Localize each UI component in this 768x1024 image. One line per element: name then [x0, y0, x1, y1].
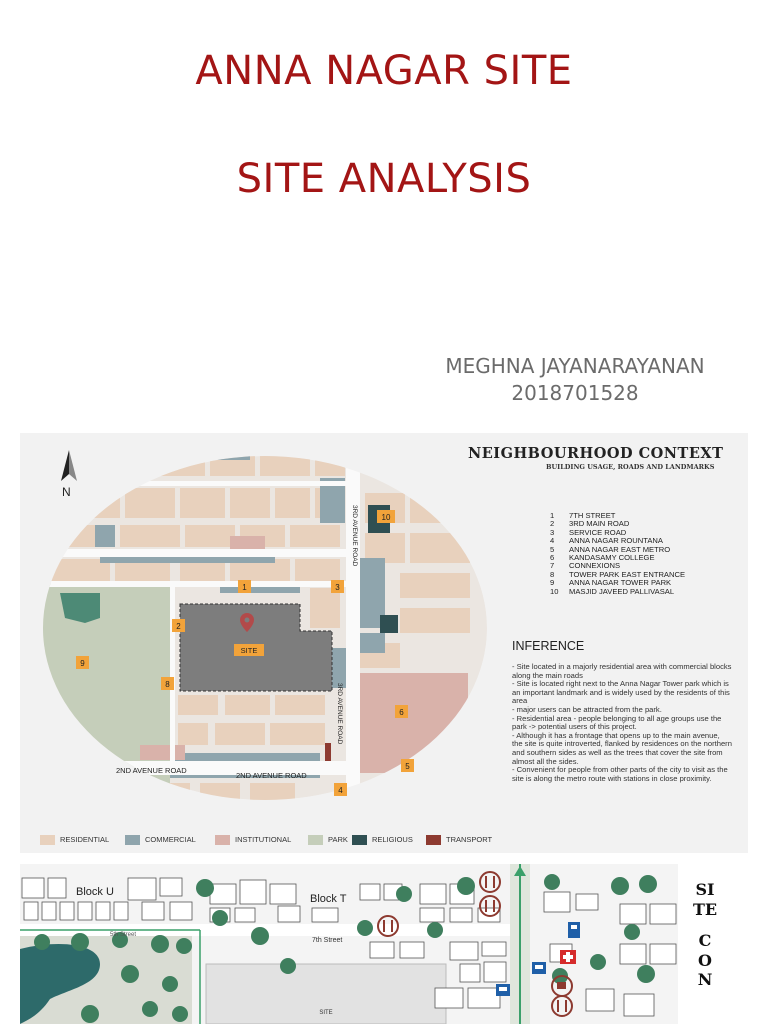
- inference-point: - major users can be attracted from the park.: [512, 704, 662, 714]
- list-item: 5 ANNA NAGAR EAST METRO: [550, 544, 671, 554]
- neighbourhood-context-title: NEIGHBOURHOOD CONTEXT: [468, 445, 724, 462]
- list-item: 4 ANNA NAGAR ROUNTANA: [550, 536, 663, 546]
- north-label: N: [62, 485, 71, 499]
- marker-3: 3: [335, 583, 340, 592]
- street-5th-label: 5th Street: [110, 932, 137, 938]
- marker-9: 9: [80, 659, 85, 668]
- site-context-map-drawing: [20, 864, 678, 1024]
- fuel-station-icon: [568, 922, 580, 938]
- list-item: 6 KANDASAMY COLLEGE: [550, 553, 655, 563]
- bus-stop-icon: [496, 984, 510, 996]
- marker-10: 10: [381, 513, 391, 522]
- site-label-box: [234, 644, 264, 656]
- side-title-word1: SITE: [692, 880, 718, 919]
- author-id: 2018701528: [511, 381, 639, 405]
- site-label: SITE: [240, 646, 258, 655]
- tower-park: [20, 583, 170, 843]
- neighbourhood-map: [20, 433, 748, 853]
- kandasamy-college-block: [358, 673, 468, 773]
- legend-residential: RESIDENTIAL: [40, 833, 109, 847]
- block-u-label: Block U: [76, 886, 114, 898]
- legend-transport: TRANSPORT: [426, 833, 492, 847]
- legend-religious: RELIGIOUS: [352, 833, 413, 847]
- block-t-label: Block T: [310, 893, 347, 905]
- list-item: 9 ANNA NAGAR TOWER PARK: [550, 578, 672, 588]
- road-label-2nd-avenue-left: 2ND AVENUE ROAD: [116, 766, 187, 775]
- marker-4: 4: [338, 786, 343, 795]
- inference-point: - Site is located right next to the Anna Nagar Tower park which is an important landmark and is widely used by the residents of this area: [512, 679, 730, 706]
- landmark-list: [550, 512, 685, 596]
- map-legend: [40, 833, 540, 847]
- list-item: 7 CONNEXIONS: [550, 561, 621, 571]
- inference-body: [512, 663, 732, 783]
- legend-institutional: INSTITUTIONAL: [215, 833, 291, 847]
- page-subtitle: SITE ANALYSIS: [236, 156, 532, 202]
- inference-point: - Although it has a frontage that opens up to the main avenue, the site is quite introverted, flanked by residences on the northern and southern sides as well as the trees that cover the site from almost all the sides.: [512, 730, 732, 766]
- inference-heading: INFERENCE: [512, 639, 585, 653]
- inference-point: - Site located in a majorly residential area with commercial blocks along the main roads: [512, 662, 732, 680]
- neighbourhood-context-slide: [20, 433, 748, 853]
- page-title: ANNA NAGAR SITE: [195, 48, 573, 94]
- side-title-word2: CON: [697, 931, 713, 989]
- marker-8: 8: [165, 680, 170, 689]
- context-site-label: SITE: [319, 1010, 333, 1016]
- list-item: 1 7TH STREET: [550, 511, 616, 520]
- road-label-2nd-avenue-right: 2ND AVENUE ROAD: [236, 771, 307, 780]
- list-item: 10 MASJID JAVEED PALLIVASAL: [550, 586, 675, 596]
- marker-5: 5: [405, 762, 410, 771]
- list-item: 8 TOWER PARK EAST ENTRANCE: [550, 569, 686, 579]
- neighbourhood-context-subtitle: BUILDING USAGE, ROADS AND LANDMARKS: [546, 463, 715, 471]
- hospital-icon: [560, 950, 576, 964]
- inference-point: - Convenient for people from other parts of the city to visit as the site is along the metro route with stations in close proximity.: [512, 765, 728, 783]
- list-item: 3 SERVICE ROAD: [550, 527, 627, 537]
- list-item: 2 3RD MAIN ROAD: [550, 519, 630, 529]
- north-arrow-icon: [61, 450, 77, 499]
- legend-park: PARK: [308, 833, 348, 847]
- road-label-3rd-avenue-top: 3RD AVENUE ROAD: [351, 505, 358, 567]
- inference-point: - Residential area - people belonging to all age groups use the park -> potential users of this project.: [512, 713, 722, 732]
- site-context-side-title: [692, 880, 718, 990]
- marker-2: 2: [176, 622, 181, 631]
- site-context-map: [20, 864, 678, 1024]
- marker-6: 6: [399, 708, 404, 717]
- road-label-3rd-avenue-bottom: 3RD AVENUE ROAD: [336, 683, 343, 745]
- marker-1: 1: [242, 583, 247, 592]
- legend-commercial: COMMERCIAL: [125, 833, 196, 847]
- street-7th-label: 7th Street: [312, 937, 343, 944]
- bus-stop-icon: [532, 962, 546, 974]
- author-name: MEGHNA JAYANARAYANAN: [445, 354, 705, 378]
